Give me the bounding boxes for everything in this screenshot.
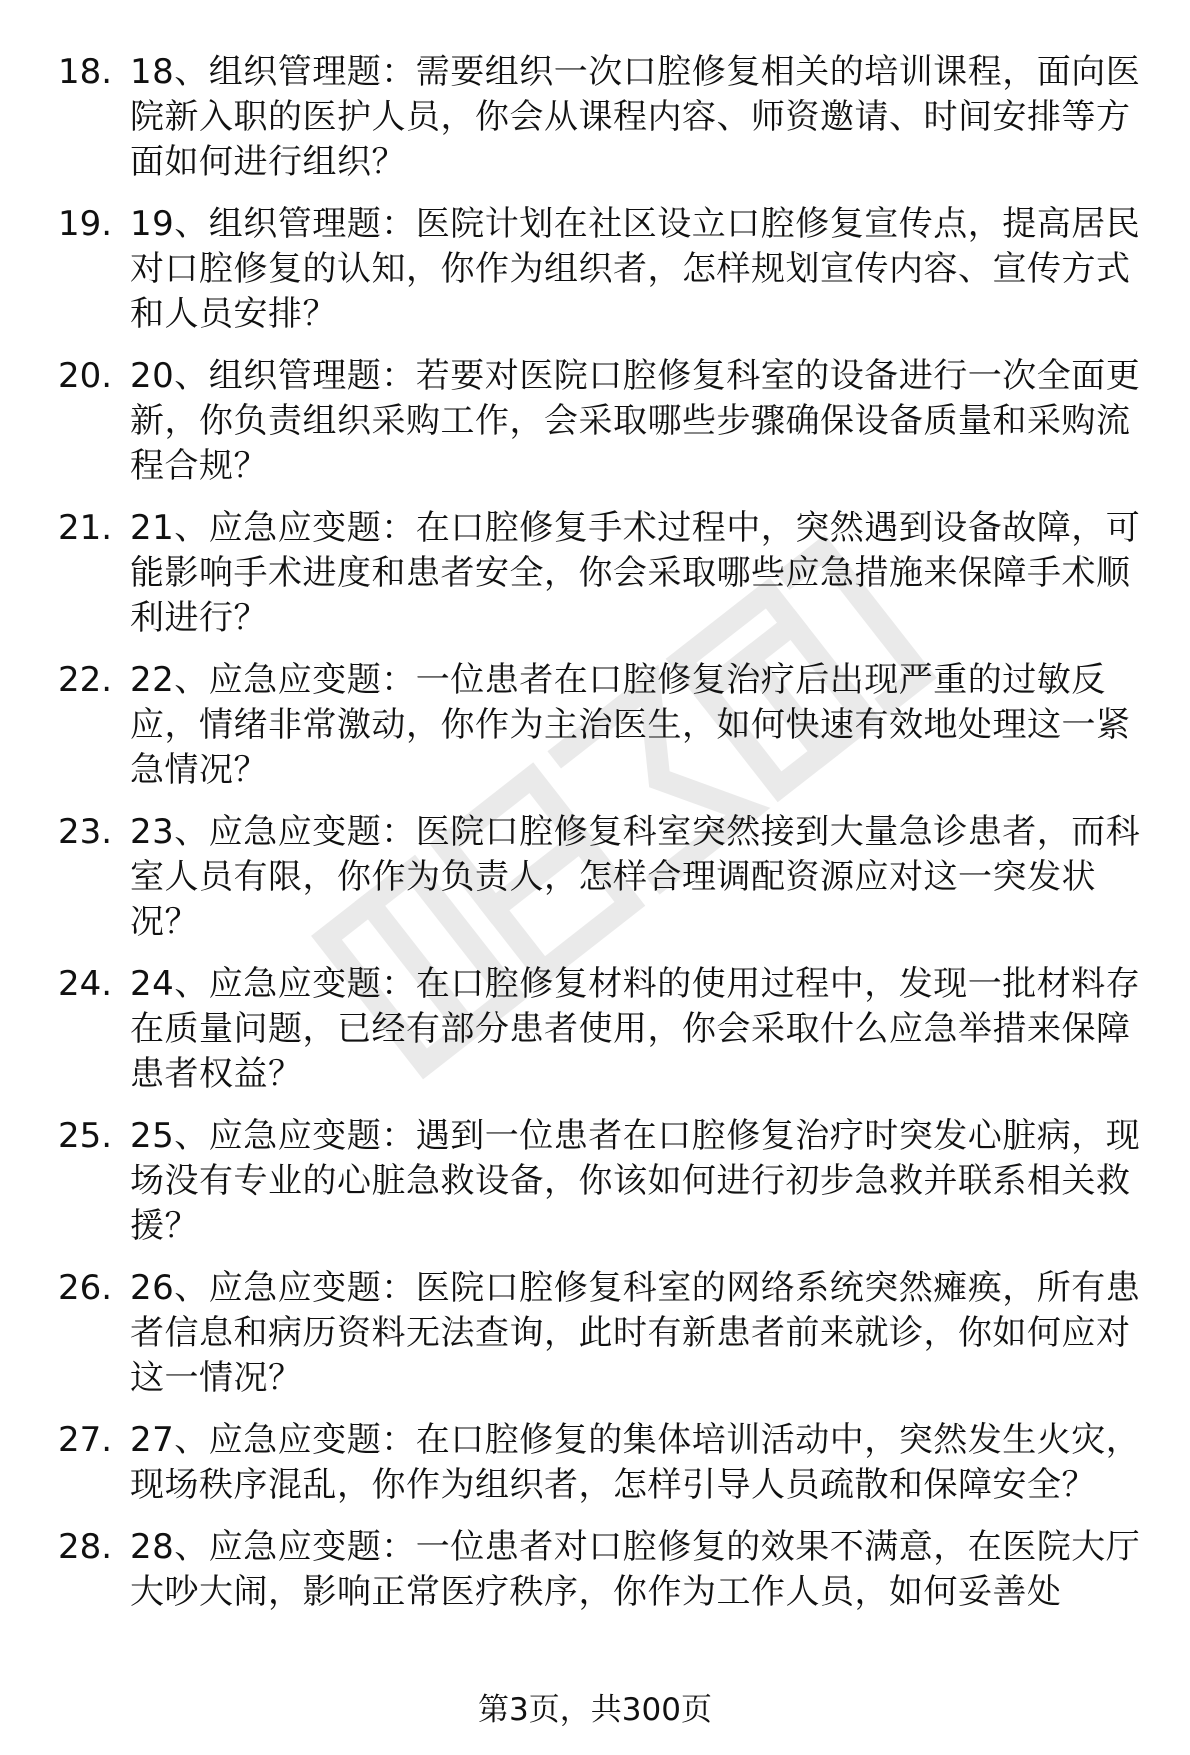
list-item <box>0 658 1190 793</box>
list-item <box>0 810 1190 945</box>
item-number: 27. <box>58 1420 113 1460</box>
question-text: 22、应急应变题：一位患者在口腔修复治疗后出现严重的过敏反应，情绪非常激动，你作为主治医生，如何快速有效地处理这一紧急情况？ <box>130 660 1131 790</box>
question-text: 23、应急应变题：医院口腔修复科室突然接到大量急诊患者，而科室人员有限，你作为负责人，怎样合理调配资源应对这一突发状况？ <box>130 812 1141 942</box>
question-text: 18、组织管理题：需要组织一次口腔修复相关的培训课程，面向医院新入职的医护人员，你会从课程内容、师资邀请、时间安排等方面如何进行组织？ <box>130 52 1141 182</box>
list-item <box>0 1418 1190 1508</box>
list-item <box>0 506 1190 641</box>
list-item <box>0 1114 1190 1249</box>
item-number: 20. <box>58 356 113 396</box>
item-number: 22. <box>58 660 113 700</box>
item-number: 19. <box>58 204 113 244</box>
list-item <box>0 962 1190 1097</box>
question-text: 25、应急应变题：遇到一位患者在口腔修复治疗时突发心脏病，现场没有专业的心脏急救设备，你该如何进行初步急救并联系相关救援？ <box>130 1116 1141 1246</box>
question-text: 19、组织管理题：医院计划在社区设立口腔修复宣传点，提高居民对口腔修复的认知，你作为组织者，怎样规划宣传内容、宣传方式和人员安排？ <box>130 204 1141 334</box>
question-text: 21、应急应变题：在口腔修复手术过程中，突然遇到设备故障，可能影响手术进度和患者安全，你会采取哪些应急措施来保障手术顺利进行？ <box>130 508 1141 638</box>
list-item <box>0 1525 1190 1615</box>
list-item <box>0 1266 1190 1401</box>
item-number: 26. <box>58 1268 113 1308</box>
question-text: 27、应急应变题：在口腔修复的集体培训活动中，突然发生火灾，现场秩序混乱，你作为组织者，怎样引导人员疏散和保障安全？ <box>130 1420 1141 1505</box>
question-list <box>0 8 1190 1632</box>
item-number: 24. <box>58 964 113 1004</box>
page-number-footer: 第3页，共300页 <box>478 1692 712 1728</box>
item-number: 18. <box>58 52 113 92</box>
question-text: 26、应急应变题：医院口腔修复科室的网络系统突然瘫痪，所有患者信息和病历资料无法查询，此时有新患者前来就诊，你如何应对这一情况？ <box>130 1268 1141 1398</box>
item-number: 25. <box>58 1116 113 1156</box>
question-text: 24、应急应变题：在口腔修复材料的使用过程中，发现一批材料存在质量问题，已经有部分患者使用，你会采取什么应急举措来保障患者权益？ <box>130 964 1141 1094</box>
item-number: 28. <box>58 1527 113 1567</box>
list-item <box>0 8 1190 185</box>
list-item <box>0 354 1190 489</box>
question-text: 20、组织管理题：若要对医院口腔修复科室的设备进行一次全面更新，你负责组织采购工作，会采取哪些步骤确保设备质量和采购流程合规？ <box>130 356 1141 486</box>
item-number: 21. <box>58 508 113 548</box>
question-text: 28、应急应变题：一位患者对口腔修复的效果不满意，在医院大厅大吵大闹，影响正常医疗秩序，你作为工作人员，如何妥善处 <box>130 1527 1141 1612</box>
item-number: 23. <box>58 812 113 852</box>
list-item <box>0 202 1190 337</box>
